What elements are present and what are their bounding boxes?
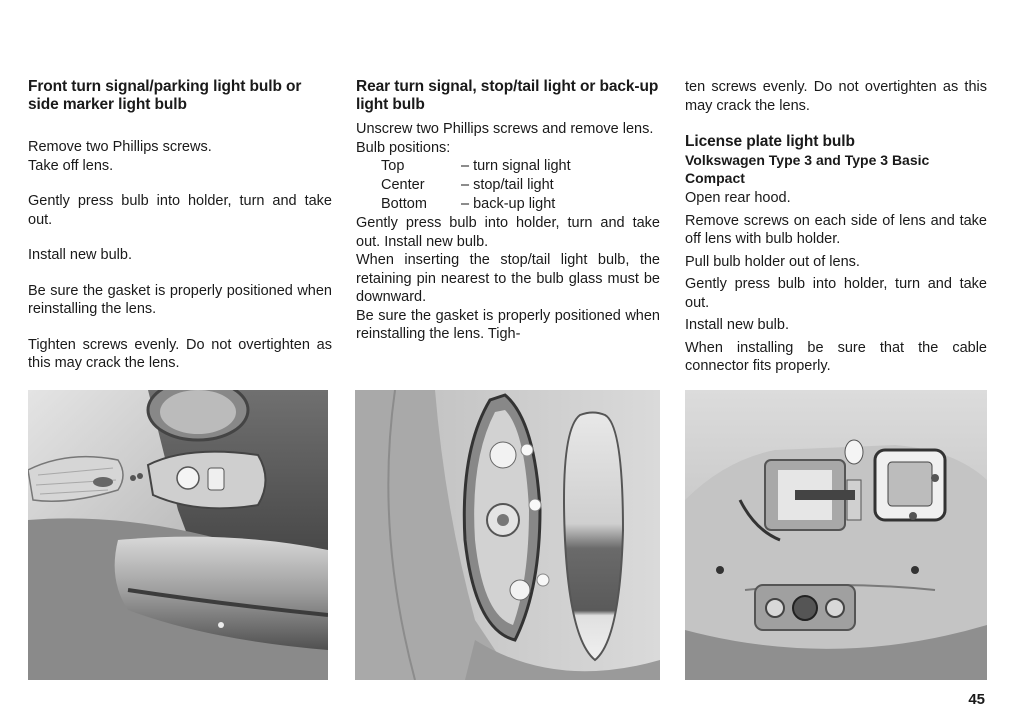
step-unscrew-lens: Unscrew two Phillips screws and remove lens. bbox=[356, 121, 654, 137]
bulb-positions-list bbox=[381, 157, 660, 214]
step-press-bulb: Gently press bulb into holder, turn and take out. bbox=[28, 193, 332, 228]
section-subheading-models: Volkswagen Type 3 and Type 3 Basic Compact bbox=[685, 152, 930, 186]
step-install-bulb-3: Install new bulb. bbox=[685, 317, 789, 333]
step-press-bulb-3: Gently press bulb into holder, turn and take out. bbox=[685, 276, 987, 311]
note-cable-connector: When installing be sure that the cable connector fits properly. bbox=[685, 339, 987, 374]
step-open-hood: Open rear hood. bbox=[685, 190, 791, 206]
photo-front-turn-signal bbox=[28, 390, 328, 680]
bulb-position-center: Center bbox=[381, 177, 425, 193]
bulb-position-bottom-desc: – back-up light bbox=[461, 196, 556, 212]
bulb-position-bottom: Bottom bbox=[381, 196, 427, 212]
step-pull-holder: Pull bulb holder out of lens. bbox=[685, 253, 860, 270]
step-remove-lens: Remove screws on each side of lens and take off lens with bulb holder. bbox=[685, 212, 987, 247]
section-heading-license-plate: License plate light bulb bbox=[685, 133, 855, 150]
page-number: 45 bbox=[968, 691, 985, 708]
column-license-plate-light bbox=[685, 78, 987, 376]
step-remove-screws: Remove two Phillips screws. bbox=[28, 139, 212, 155]
note-retaining-pin: When inserting the stop/tail light bulb, the retaining pin nearest to the bulb glass must be downward. bbox=[356, 252, 660, 305]
note-gasket: Be sure the gasket is properly positioned when reinstalling the lens. bbox=[28, 282, 332, 317]
column-rear-turn-signal bbox=[356, 78, 660, 344]
section-heading-front-turn-signal: Front turn signal/parking light bulb or side marker light bulb bbox=[28, 78, 302, 113]
bulb-position-top-desc: – turn signal light bbox=[461, 158, 571, 174]
column-front-turn-signal bbox=[28, 78, 332, 373]
bulb-position-top: Top bbox=[381, 158, 405, 174]
section-heading-rear-turn-signal: Rear turn signal, stop/tail light or back-up light bulb bbox=[356, 78, 659, 113]
bulb-positions-label: Bulb positions: bbox=[356, 139, 451, 156]
step-take-off-lens: Take off lens. bbox=[28, 157, 114, 174]
step-press-install-bulb: Gently press bulb into holder, turn and take out. Install new bulb. bbox=[356, 215, 660, 250]
bulb-position-center-desc: – stop/tail light bbox=[461, 177, 554, 193]
continued-text: ten screws evenly. Do not overtighten as this may crack the lens. bbox=[685, 79, 987, 114]
photo-license-plate-light bbox=[685, 390, 987, 680]
photo-rear-tail-light bbox=[355, 390, 660, 680]
note-tighten-screws: Tighten screws evenly. Do not overtighten as this may crack the lens. bbox=[28, 336, 332, 371]
note-gasket-tighten: Be sure the gasket is properly positioned when reinstalling the lens. Tigh- bbox=[356, 307, 660, 342]
step-install-bulb: Install new bulb. bbox=[28, 247, 132, 263]
